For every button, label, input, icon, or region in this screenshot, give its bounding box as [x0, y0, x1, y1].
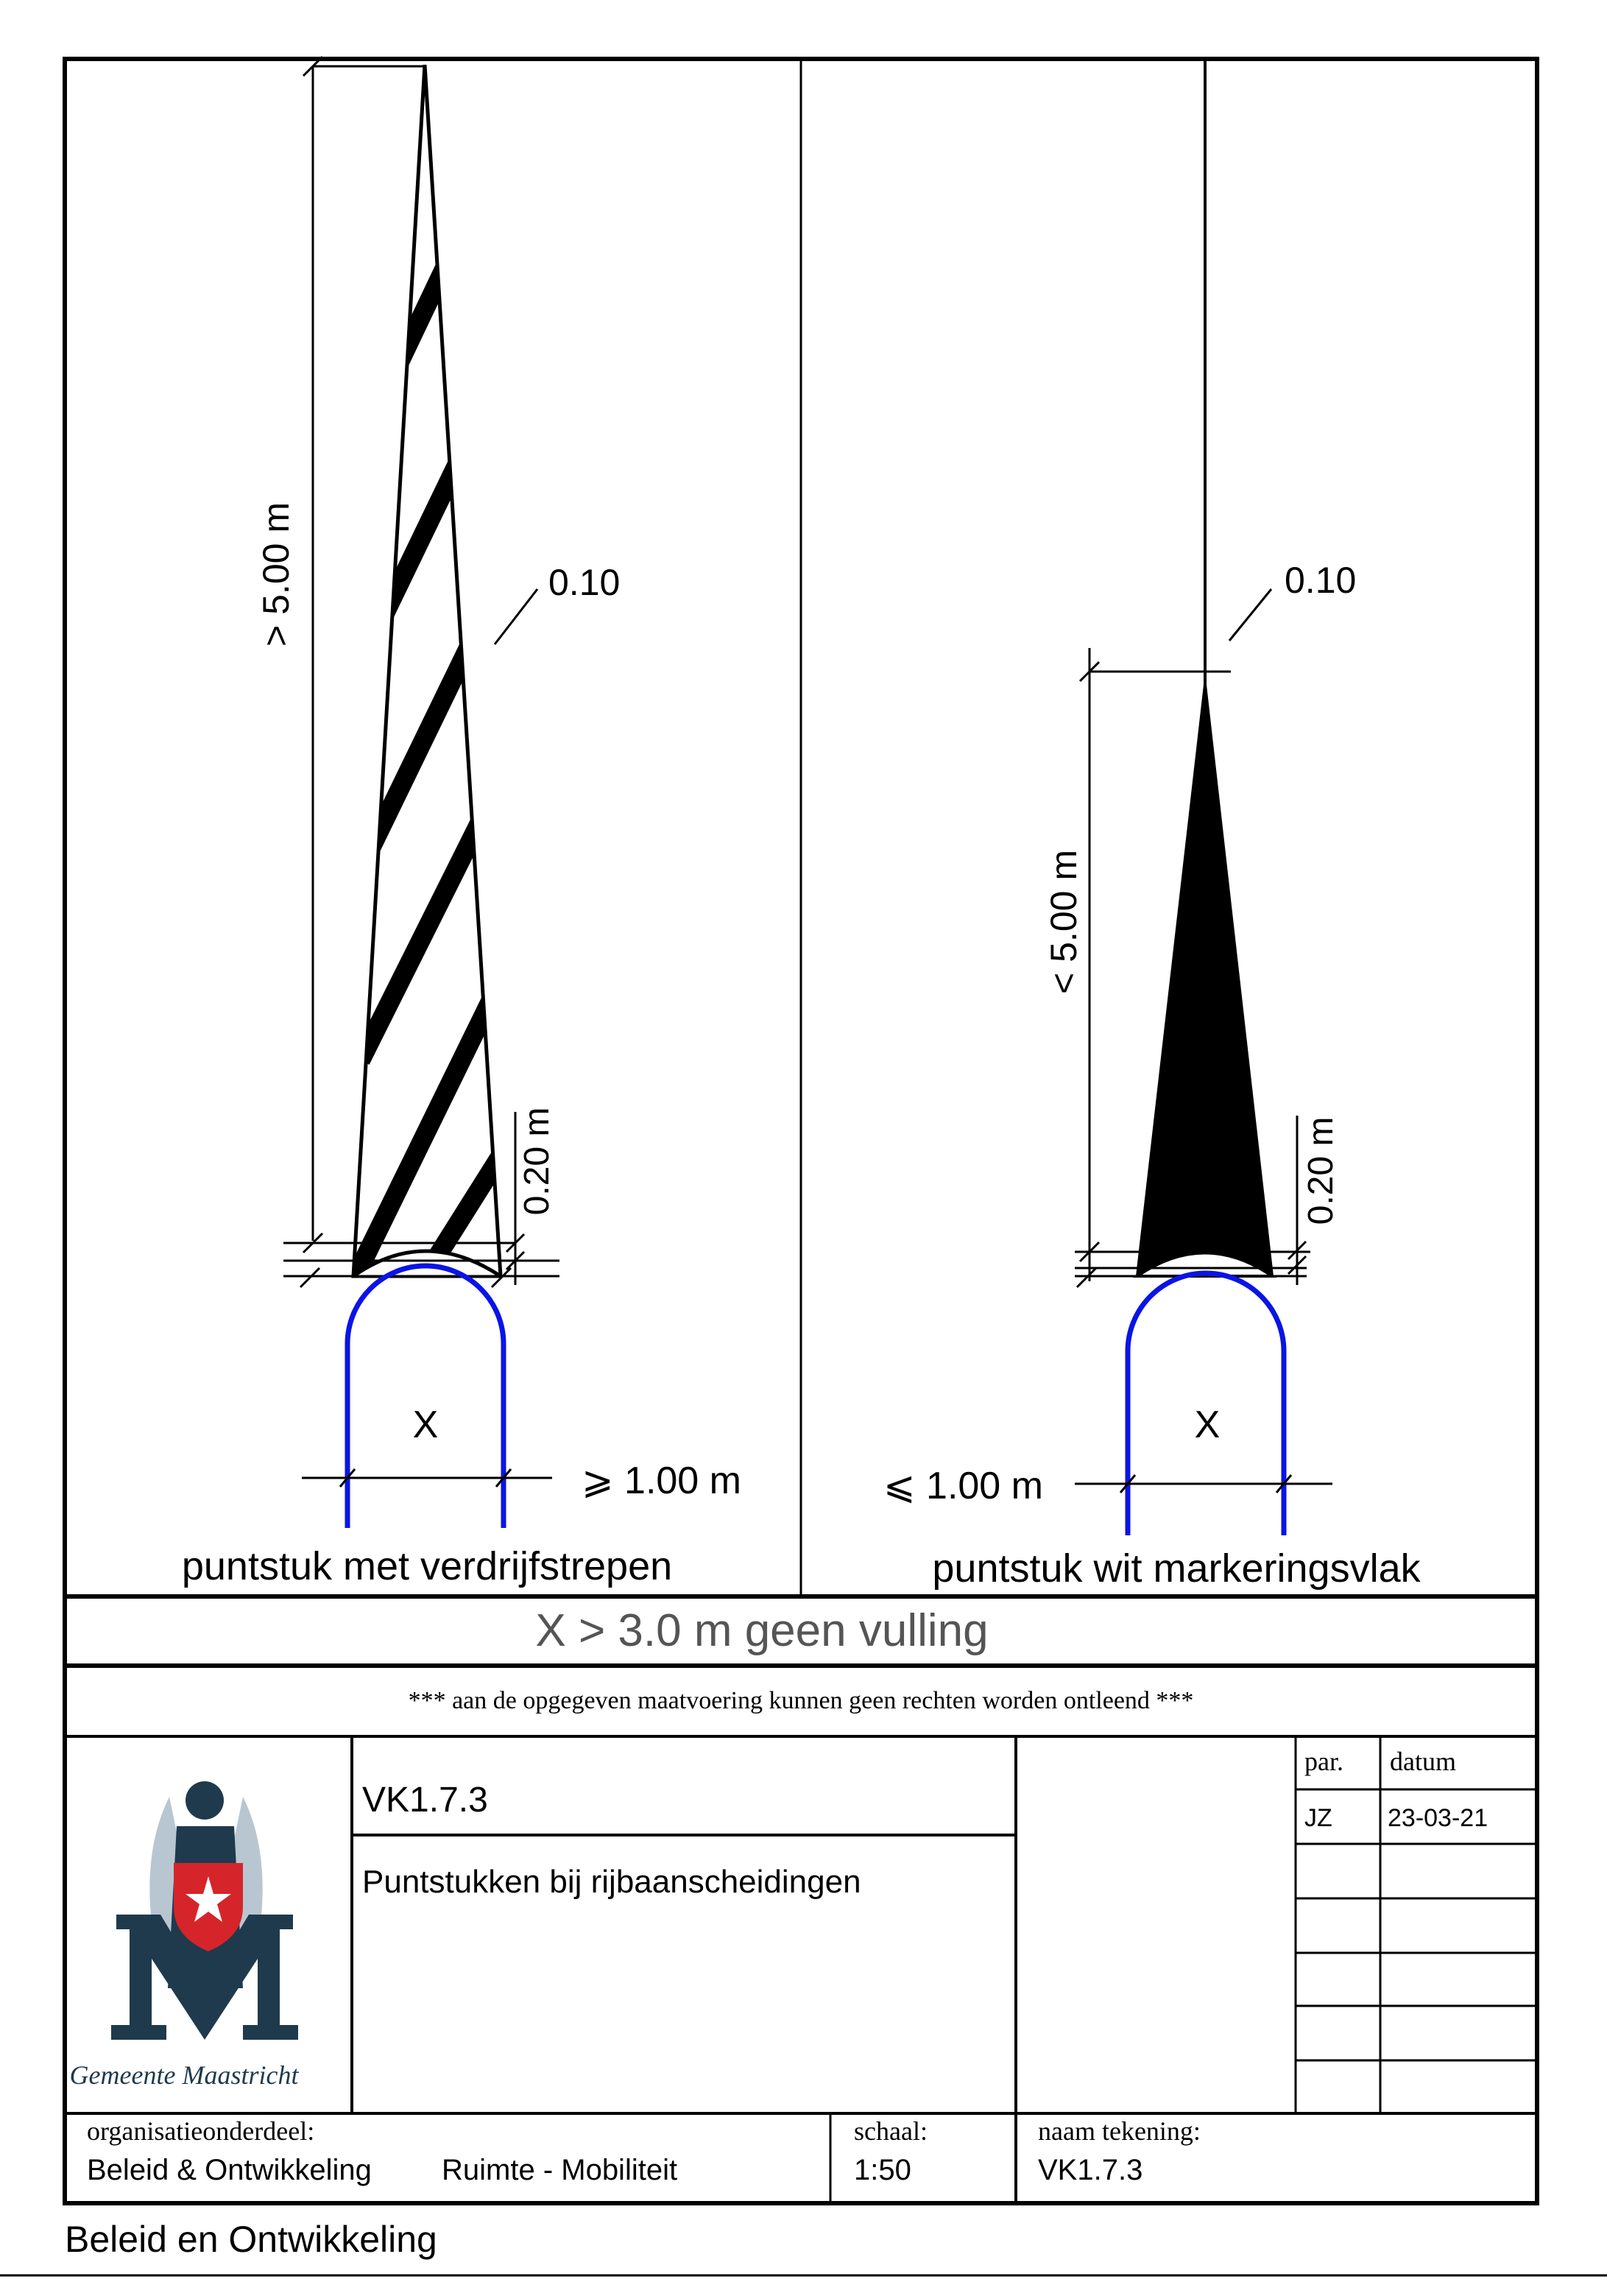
right-caption: puntstuk wit markeringsvlak — [932, 1546, 1421, 1591]
left-caption: puntstuk met verdrijfstrepen — [181, 1544, 673, 1588]
scale-value: 1:50 — [854, 2154, 911, 2186]
wedge-outline — [353, 65, 501, 1276]
scale-label: schaal: — [854, 2116, 928, 2146]
left-height-dimension — [283, 57, 515, 1253]
footer-text: Beleid en Ontwikkeling — [65, 2219, 437, 2260]
wedge-fill — [1137, 685, 1272, 1276]
left-gap-label: ⩾ 1.00 m — [582, 1459, 741, 1502]
revision-par-1: JZ — [1304, 1804, 1332, 1832]
fill-rule-text: X > 3.0 m geen vulling — [535, 1605, 989, 1656]
logo-head — [186, 1781, 224, 1820]
drawing-title: Puntstukken bij rijbaanscheidingen — [362, 1864, 861, 1900]
revision-header-datum: datum — [1390, 1747, 1456, 1776]
left-wedge-hatched — [346, 65, 537, 1296]
org-label: organisatieonderdeel: — [87, 2116, 315, 2146]
org-value-1: Beleid & Ontwikkeling — [87, 2154, 372, 2186]
left-width-label: 0.10 — [548, 562, 621, 603]
logo-text: Gemeente Maastricht — [69, 2060, 299, 2090]
right-wedge-filled — [1137, 685, 1272, 1276]
left-x-label: X — [412, 1404, 439, 1446]
revision-datum-1: 23-03-21 — [1388, 1804, 1488, 1832]
right-width-label: 0.10 — [1285, 560, 1357, 601]
disclaimer-text: *** aan de opgegeven maatvoering kunnen geen rechten worden ontleend *** — [408, 1687, 1194, 1714]
org-value-2: Ruimte - Mobiliteit — [442, 2154, 678, 2186]
diagonal-stripes — [346, 243, 537, 1296]
revision-header-par: par. — [1304, 1747, 1343, 1776]
right-height-label: < 5.00 m — [1043, 850, 1084, 994]
right-edge-label: 0.20 m — [1302, 1116, 1341, 1225]
left-traffic-island-curb — [347, 1266, 504, 1528]
left-height-label: > 5.00 m — [255, 502, 297, 647]
right-gap-dimension — [1075, 1475, 1332, 1493]
drawing-name-value: VK1.7.3 — [1038, 2154, 1143, 2186]
right-x-label: X — [1194, 1404, 1221, 1446]
left-edge-label: 0.20 m — [518, 1107, 557, 1216]
right-gap-label: ⩽ 1.00 m — [883, 1465, 1043, 1507]
left-gap-dimension — [302, 1469, 552, 1487]
drawing-name-label: naam tekening: — [1038, 2116, 1201, 2146]
right-width-leader — [1229, 589, 1271, 641]
drawing-code: VK1.7.3 — [362, 1781, 488, 1820]
gemeente-maastricht-logo — [70, 1781, 300, 2090]
left-width-leader — [495, 589, 537, 644]
